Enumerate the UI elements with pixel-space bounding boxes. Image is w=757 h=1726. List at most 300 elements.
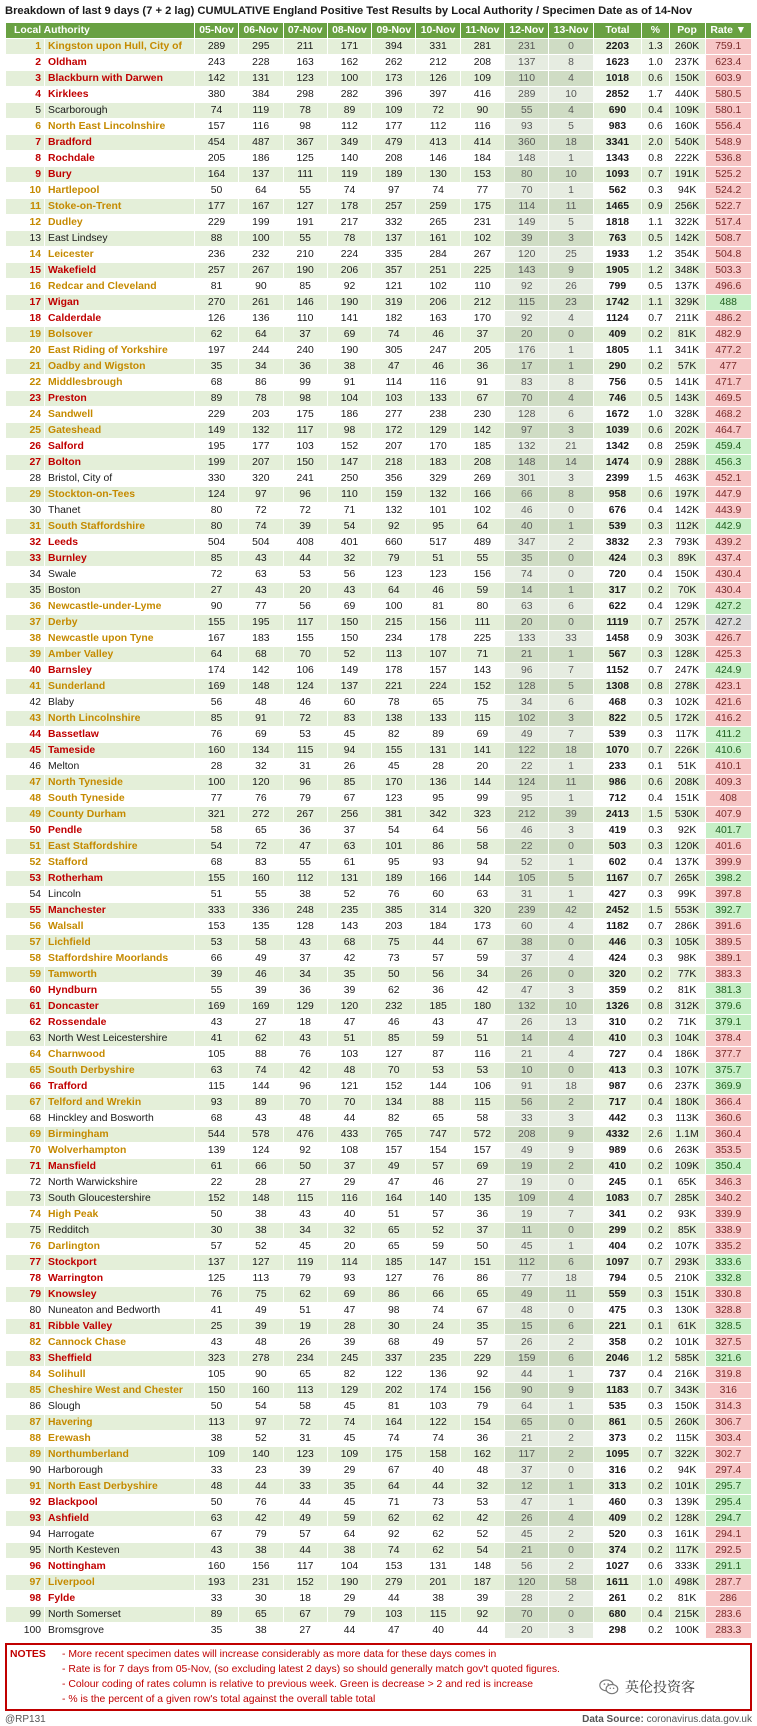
rate-cell: 283.3 [705,1623,752,1639]
rate-cell: 381.3 [705,983,752,999]
day-count-cell: 70 [327,1095,371,1111]
day-count-cell: 58 [194,823,238,839]
day-count-cell: 36 [416,983,460,999]
day-count-cell: 131 [416,1559,460,1575]
population-cell: 139K [669,1495,705,1511]
rank-cell: 75 [6,1223,45,1239]
day-count-cell: 208 [460,455,504,471]
day-count-cell: 205 [460,343,504,359]
day-count-cell: 9 [549,1383,593,1399]
population-cell: 197K [669,487,705,503]
day-count-cell: 230 [460,407,504,423]
table-row [6,967,752,983]
day-count-cell: 17 [505,359,549,375]
percent-cell: 0.3 [642,1063,669,1079]
authority-name: Redditch [45,1223,195,1239]
day-count-cell: 43 [194,1335,238,1351]
day-count-cell: 152 [194,1191,238,1207]
day-count-cell: 36 [460,359,504,375]
rate-cell: 399.9 [705,855,752,871]
rate-cell: 442.9 [705,519,752,535]
day-count-cell: 45 [283,1239,327,1255]
day-count-cell: 4 [549,919,593,935]
rate-cell: 375.7 [705,1063,752,1079]
rank-cell: 48 [6,791,45,807]
day-count-cell: 3 [549,983,593,999]
table-row [6,679,752,695]
day-count-cell: 178 [416,631,460,647]
day-count-cell: 224 [416,679,460,695]
rate-sort-header[interactable]: Rate ▼ [705,23,752,39]
day-count-cell: 143 [327,919,371,935]
day-count-cell: 267 [283,807,327,823]
day-count-cell: 45 [372,759,416,775]
day-count-cell: 119 [327,167,371,183]
day-count-cell: 157 [372,1143,416,1159]
total-cell: 1474 [593,455,642,471]
table-row [6,711,752,727]
day-count-cell: 8 [549,55,593,71]
day-count-cell: 30 [372,1319,416,1335]
population-cell: 208K [669,775,705,791]
authority-name: Harrogate [45,1527,195,1543]
table-row [6,1463,752,1479]
rate-cell: 525.2 [705,167,752,183]
day-count-cell: 154 [416,1143,460,1159]
day-count-cell: 57 [416,951,460,967]
day-count-cell: 152 [460,679,504,695]
day-count-cell: 245 [327,1351,371,1367]
day-count-cell: 27 [283,1623,327,1639]
population-cell: 226K [669,743,705,759]
day-count-cell: 89 [327,103,371,119]
day-count-cell: 206 [327,263,371,279]
rank-cell: 97 [6,1575,45,1591]
day-count-cell: 172 [372,423,416,439]
rate-cell: 580.1 [705,103,752,119]
rate-cell: 477.2 [705,343,752,359]
rank-cell: 72 [6,1175,45,1191]
day-count-cell: 74 [505,567,549,583]
day-count-cell: 0 [549,1543,593,1559]
day-count-cell: 44 [283,1543,327,1559]
day-count-cell: 140 [416,1191,460,1207]
population-cell: 129K [669,599,705,615]
total-cell: 958 [593,487,642,503]
day-count-cell: 212 [460,295,504,311]
day-count-cell: 54 [372,823,416,839]
total-cell: 861 [593,1415,642,1431]
percent-cell: 0.6 [642,71,669,87]
day-count-cell: 133 [416,711,460,727]
day-count-cell: 101 [372,839,416,855]
table-row [6,1239,752,1255]
day-count-cell: 89 [239,1095,283,1111]
day-count-cell: 147 [416,1255,460,1271]
table-row [6,823,752,839]
authority-name: Bury [45,167,195,183]
day-count-cell: 39 [283,519,327,535]
rate-cell: 409.3 [705,775,752,791]
day-count-cell: 289 [505,87,549,103]
rank-cell: 26 [6,439,45,455]
day-count-cell: 18 [549,135,593,151]
percent-cell: 0.6 [642,487,669,503]
day-count-cell: 5 [549,871,593,887]
day-count-cell: 141 [460,743,504,759]
table-row [6,1207,752,1223]
day-count-cell: 36 [460,1207,504,1223]
day-count-cell: 62 [416,1543,460,1559]
authority-name: North East Lincolnshire [45,119,195,135]
day-count-cell: 152 [372,1079,416,1095]
day-count-cell: 23 [549,295,593,311]
table-row [6,1591,752,1607]
population-cell: 120K [669,839,705,855]
day-count-cell: 32 [327,551,371,567]
day-count-cell: 319 [372,295,416,311]
day-count-cell: 105 [505,871,549,887]
day-count-cell: 85 [194,551,238,567]
day-count-cell: 134 [372,1095,416,1111]
day-count-cell: 75 [460,695,504,711]
day-count-cell: 68 [194,855,238,871]
rate-cell: 335.2 [705,1239,752,1255]
day-count-cell: 110 [283,311,327,327]
day-count-cell: 6 [549,1351,593,1367]
population-cell: 498K [669,1575,705,1591]
day-count-cell: 36 [283,823,327,839]
day-count-cell: 47 [372,1175,416,1191]
day-count-cell: 70 [505,183,549,199]
day-count-cell: 28 [327,1319,371,1335]
day-count-cell: 185 [416,999,460,1015]
table-row [6,743,752,759]
day-count-cell: 150 [194,1383,238,1399]
day-count-cell: 68 [194,1111,238,1127]
day-count-cell: 87 [416,1047,460,1063]
day-count-cell: 135 [460,1191,504,1207]
total-cell: 427 [593,887,642,903]
day-count-cell: 113 [194,1415,238,1431]
day-count-cell: 123 [372,567,416,583]
day-count-cell: 55 [283,231,327,247]
total-cell: 4332 [593,1127,642,1143]
authority-name: Manchester [45,903,195,919]
day-count-cell: 5 [549,119,593,135]
day-count-cell: 120 [505,1575,549,1591]
total-cell: 373 [593,1431,642,1447]
table-row [6,1143,752,1159]
authority-name: Oadby and Wigston [45,359,195,375]
day-count-cell: 396 [372,87,416,103]
day-count-cell: 187 [460,1575,504,1591]
notes-text: - Colour coding of rates column is relative to previous week. Green is decrease > 2 and red is increase [62,1679,533,1690]
total-cell: 680 [593,1607,642,1623]
day-count-cell: 83 [505,375,549,391]
day-count-cell: 14 [505,583,549,599]
day-count-cell: 25 [549,247,593,263]
rank-cell: 40 [6,663,45,679]
day-count-cell: 58 [283,1399,327,1415]
day-count-cell: 131 [327,871,371,887]
day-count-cell: 146 [283,295,327,311]
percent-cell: 0.2 [642,1239,669,1255]
day-count-cell: 175 [372,1447,416,1463]
day-count-cell: 58 [460,1111,504,1127]
day-count-cell: 74 [327,183,371,199]
population-cell: 101K [669,1335,705,1351]
day-count-cell: 159 [505,1351,549,1367]
percent-cell: 0.2 [642,1591,669,1607]
table-row [6,1479,752,1495]
day-count-cell: 305 [372,343,416,359]
table-row [6,215,752,231]
day-count-cell: 26 [327,759,371,775]
day-count-cell: 86 [372,1287,416,1303]
day-count-cell: 137 [327,679,371,695]
authority-name: North Kesteven [45,1543,195,1559]
day-count-cell: 272 [239,807,283,823]
day-count-cell: 113 [372,647,416,663]
data-source-link[interactable]: coronavirus.data.gov.uk [646,1714,752,1725]
percent-cell: 0.9 [642,631,669,647]
total-cell: 1343 [593,151,642,167]
rate-cell: 603.9 [705,71,752,87]
total-cell: 1027 [593,1559,642,1575]
day-count-cell: 92 [372,519,416,535]
day-count-cell: 19 [505,1207,549,1223]
rate-cell: 410.6 [705,743,752,759]
day-count-cell: 10 [549,999,593,1015]
rank-cell: 50 [6,823,45,839]
total-cell: 602 [593,855,642,871]
table-row [6,407,752,423]
percent-cell: 0.2 [642,1623,669,1639]
rank-cell: 21 [6,359,45,375]
rate-cell: 286 [705,1591,752,1607]
day-count-cell: 166 [416,871,460,887]
population-cell: 81K [669,983,705,999]
day-count-cell: 86 [416,839,460,855]
percent-cell: 0.6 [642,423,669,439]
rate-cell: 327.5 [705,1335,752,1351]
day-count-cell: 110 [327,487,371,503]
total-cell: 1119 [593,615,642,631]
day-count-cell: 203 [372,919,416,935]
day-count-cell: 126 [194,311,238,327]
day-count-cell: 103 [372,1607,416,1623]
day-count-cell: 34 [460,967,504,983]
day-count-cell: 158 [416,1447,460,1463]
authority-name: Newcastle upon Tyne [45,631,195,647]
authority-name: North Somerset [45,1607,195,1623]
day-count-cell: 71 [327,503,371,519]
day-count-cell: 0 [549,327,593,343]
day-count-cell: 153 [372,1559,416,1575]
day-count-cell: 342 [416,807,460,823]
total-cell: 2452 [593,903,642,919]
population-cell: 222K [669,151,705,167]
authority-name: Nottingham [45,1559,195,1575]
day-count-cell: 12 [505,1479,549,1495]
day-count-cell: 57 [416,1207,460,1223]
day-count-cell: 217 [327,215,371,231]
day-count-cell: 173 [460,919,504,935]
day-count-cell: 229 [460,1351,504,1367]
authority-name: Barnsley [45,663,195,679]
day-count-cell: 1 [549,583,593,599]
day-count-cell: 55 [194,983,238,999]
day-count-cell: 1 [549,519,593,535]
day-count-cell: 56 [505,1559,549,1575]
day-count-cell: 184 [416,919,460,935]
day-count-cell: 48 [460,1463,504,1479]
watermark-text: 英伦投资客 [625,1679,695,1695]
day-count-cell: 43 [194,1015,238,1031]
rank-cell: 66 [6,1079,45,1095]
total-cell: 535 [593,1399,642,1415]
day-count-cell: 18 [283,1591,327,1607]
day-count-cell: 170 [416,439,460,455]
table-row [6,167,752,183]
rank-cell: 10 [6,183,45,199]
table-row [6,1159,752,1175]
day-count-cell: 218 [372,455,416,471]
percent-cell: 0.2 [642,1015,669,1031]
day-count-cell: 170 [460,311,504,327]
total-cell: 539 [593,519,642,535]
authority-name: Wigan [45,295,195,311]
authority-name: Ashfield [45,1511,195,1527]
authority-name: Slough [45,1399,195,1415]
population-cell: 113K [669,1111,705,1127]
rank-cell: 51 [6,839,45,855]
day-count-cell: 43 [194,1543,238,1559]
percent-cell: 0.5 [642,375,669,391]
day-count-cell: 96 [283,1079,327,1095]
authority-name: Redcar and Cleveland [45,279,195,295]
day-count-cell: 46 [416,327,460,343]
day-count-cell: 44 [416,1479,460,1495]
rank-cell: 41 [6,679,45,695]
rank-cell: 68 [6,1111,45,1127]
total-cell: 313 [593,1479,642,1495]
percent-cell: 0.7 [642,311,669,327]
day-count-cell: 35 [194,359,238,375]
total-cell: 1182 [593,919,642,935]
day-count-cell: 70 [283,1095,327,1111]
rate-cell: 508.7 [705,231,752,247]
rank-cell: 80 [6,1303,45,1319]
authority-name: Lichfield [45,935,195,951]
rank-cell: 46 [6,759,45,775]
day-count-cell: 55 [283,855,327,871]
day-count-cell: 124 [283,679,327,695]
day-count-cell: 1 [549,1495,593,1511]
day-count-cell: 202 [372,1383,416,1399]
day-count-cell: 63 [327,839,371,855]
authority-name: Boston [45,583,195,599]
total-cell: 410 [593,1159,642,1175]
total-cell: 1933 [593,247,642,263]
day-count-cell: 39 [194,967,238,983]
authority-name: Leicester [45,247,195,263]
day-count-cell: 95 [416,519,460,535]
day-count-cell: 160 [239,871,283,887]
authority-name: Northumberland [45,1447,195,1463]
population-cell: 137K [669,279,705,295]
total-cell: 358 [593,1335,642,1351]
day-count-cell: 102 [416,279,460,295]
population-cell: 105K [669,935,705,951]
rate-cell: 360.6 [705,1111,752,1127]
column-header: 10-Nov [416,23,460,39]
table-row [6,343,752,359]
authority-name: Ribble Valley [45,1319,195,1335]
total-cell: 1672 [593,407,642,423]
day-count-cell: 51 [283,1303,327,1319]
day-count-cell: 26 [549,279,593,295]
day-count-cell: 92 [505,279,549,295]
day-count-cell: 48 [505,1303,549,1319]
day-count-cell: 81 [372,1399,416,1415]
authority-name: Charnwood [45,1047,195,1063]
day-count-cell: 2 [549,1447,593,1463]
data-source [582,1714,752,1725]
rate-cell: 469.5 [705,391,752,407]
day-count-cell: 112 [327,119,371,135]
rank-cell: 99 [6,1607,45,1623]
day-count-cell: 289 [194,39,238,55]
population-cell: 180K [669,1095,705,1111]
rank-cell: 53 [6,871,45,887]
total-cell: 261 [593,1591,642,1607]
day-count-cell: 234 [283,1351,327,1367]
day-count-cell: 26 [283,1335,327,1351]
rank-cell: 7 [6,135,45,151]
day-count-cell: 177 [194,199,238,215]
day-count-cell: 211 [283,39,327,55]
day-count-cell: 48 [239,695,283,711]
day-count-cell: 106 [460,1079,504,1095]
day-count-cell: 414 [460,135,504,151]
day-count-cell: 21 [549,439,593,455]
day-count-cell: 116 [327,1191,371,1207]
day-count-cell: 144 [460,775,504,791]
day-count-cell: 1 [549,647,593,663]
total-cell: 424 [593,551,642,567]
day-count-cell: 43 [283,1031,327,1047]
total-cell: 737 [593,1367,642,1383]
rank-cell: 82 [6,1335,45,1351]
day-count-cell: 39 [549,807,593,823]
day-count-cell: 235 [327,903,371,919]
day-count-cell: 4 [549,311,593,327]
population-cell: 92K [669,823,705,839]
rate-cell: 759.1 [705,39,752,55]
day-count-cell: 239 [505,903,549,919]
population-cell: 343K [669,1383,705,1399]
day-count-cell: 44 [283,551,327,567]
rate-cell: 366.4 [705,1095,752,1111]
rank-cell: 94 [6,1527,45,1543]
day-count-cell: 156 [460,1383,504,1399]
day-count-cell: 69 [239,727,283,743]
day-count-cell: 90 [194,599,238,615]
rank-cell: 12 [6,215,45,231]
day-count-cell: 27 [460,1175,504,1191]
